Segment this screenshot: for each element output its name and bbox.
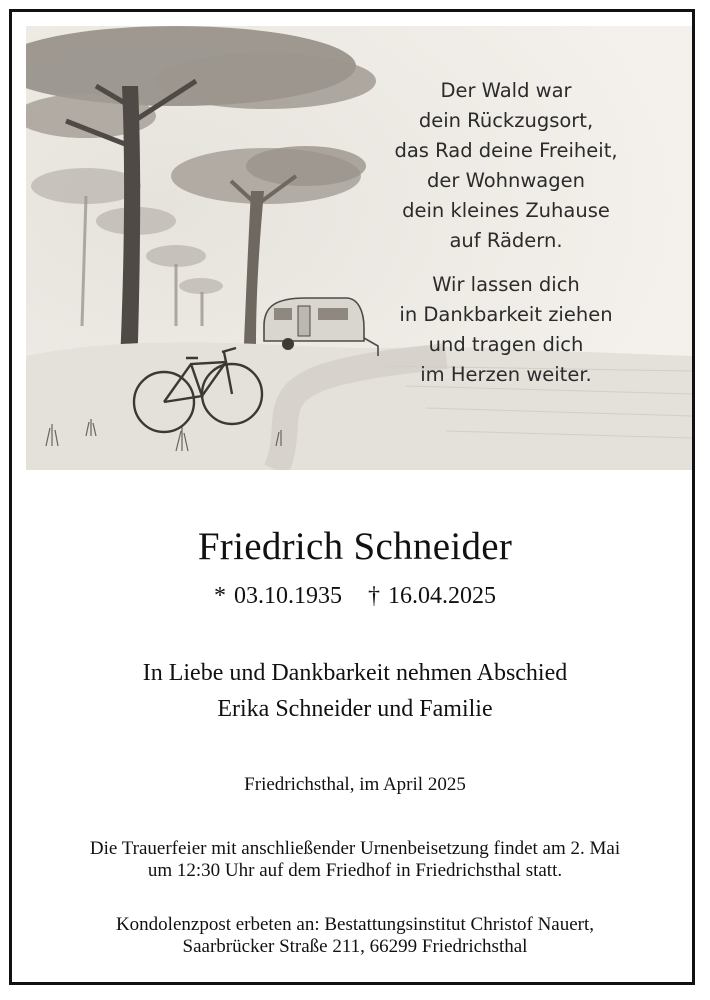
memorial-verse	[356, 76, 656, 404]
place-and-date: Friedrichsthal, im April 2025	[244, 774, 466, 795]
verse-line: Wir lassen dich	[432, 273, 580, 296]
condolence-address	[12, 914, 698, 958]
pencil-drawing-artwork	[26, 26, 692, 470]
birth-date: * 03.10.1935	[214, 583, 342, 609]
verse-line: der Wohnwagen	[426, 169, 585, 192]
life-dates	[12, 583, 698, 610]
verse-line: dein Rückzugsort,	[418, 109, 594, 132]
verse-line: in Dankbarkeit ziehen	[399, 303, 613, 326]
mourners-names: Erika Schneider und Familie	[217, 696, 493, 722]
verse-line: Der Wald war	[440, 79, 572, 102]
deceased-name: Friedrich Schneider	[197, 525, 513, 568]
condolence-line: Kondolenzpost erbeten an: Bestattungsinstitut Christof Nauert,	[115, 914, 595, 935]
verse-line: und tragen dich	[428, 333, 584, 356]
death-date: † 16.04.2025	[368, 583, 496, 609]
farewell-line: In Liebe und Dankbarkeit nehmen Abschied	[142, 660, 568, 686]
verse-line: das Rad deine Freiheit,	[394, 139, 618, 162]
verse-stanza-1	[356, 76, 656, 256]
obituary-frame	[9, 9, 695, 985]
funeral-info-line: Die Trauerfeier mit anschließender Urnenbeisetzung findet am 2. Mai	[89, 838, 621, 859]
verse-line: auf Rädern.	[449, 229, 563, 252]
verse-line: dein kleines Zuhause	[402, 199, 610, 222]
funeral-info	[12, 838, 698, 882]
verse-stanza-2	[356, 270, 656, 390]
verse-line: im Herzen weiter.	[420, 363, 592, 386]
condolence-line: Saarbrücker Straße 211, 66299 Friedrichsthal	[182, 936, 528, 957]
funeral-info-line: um 12:30 Uhr auf dem Friedhof in Friedrichsthal statt.	[147, 860, 563, 881]
